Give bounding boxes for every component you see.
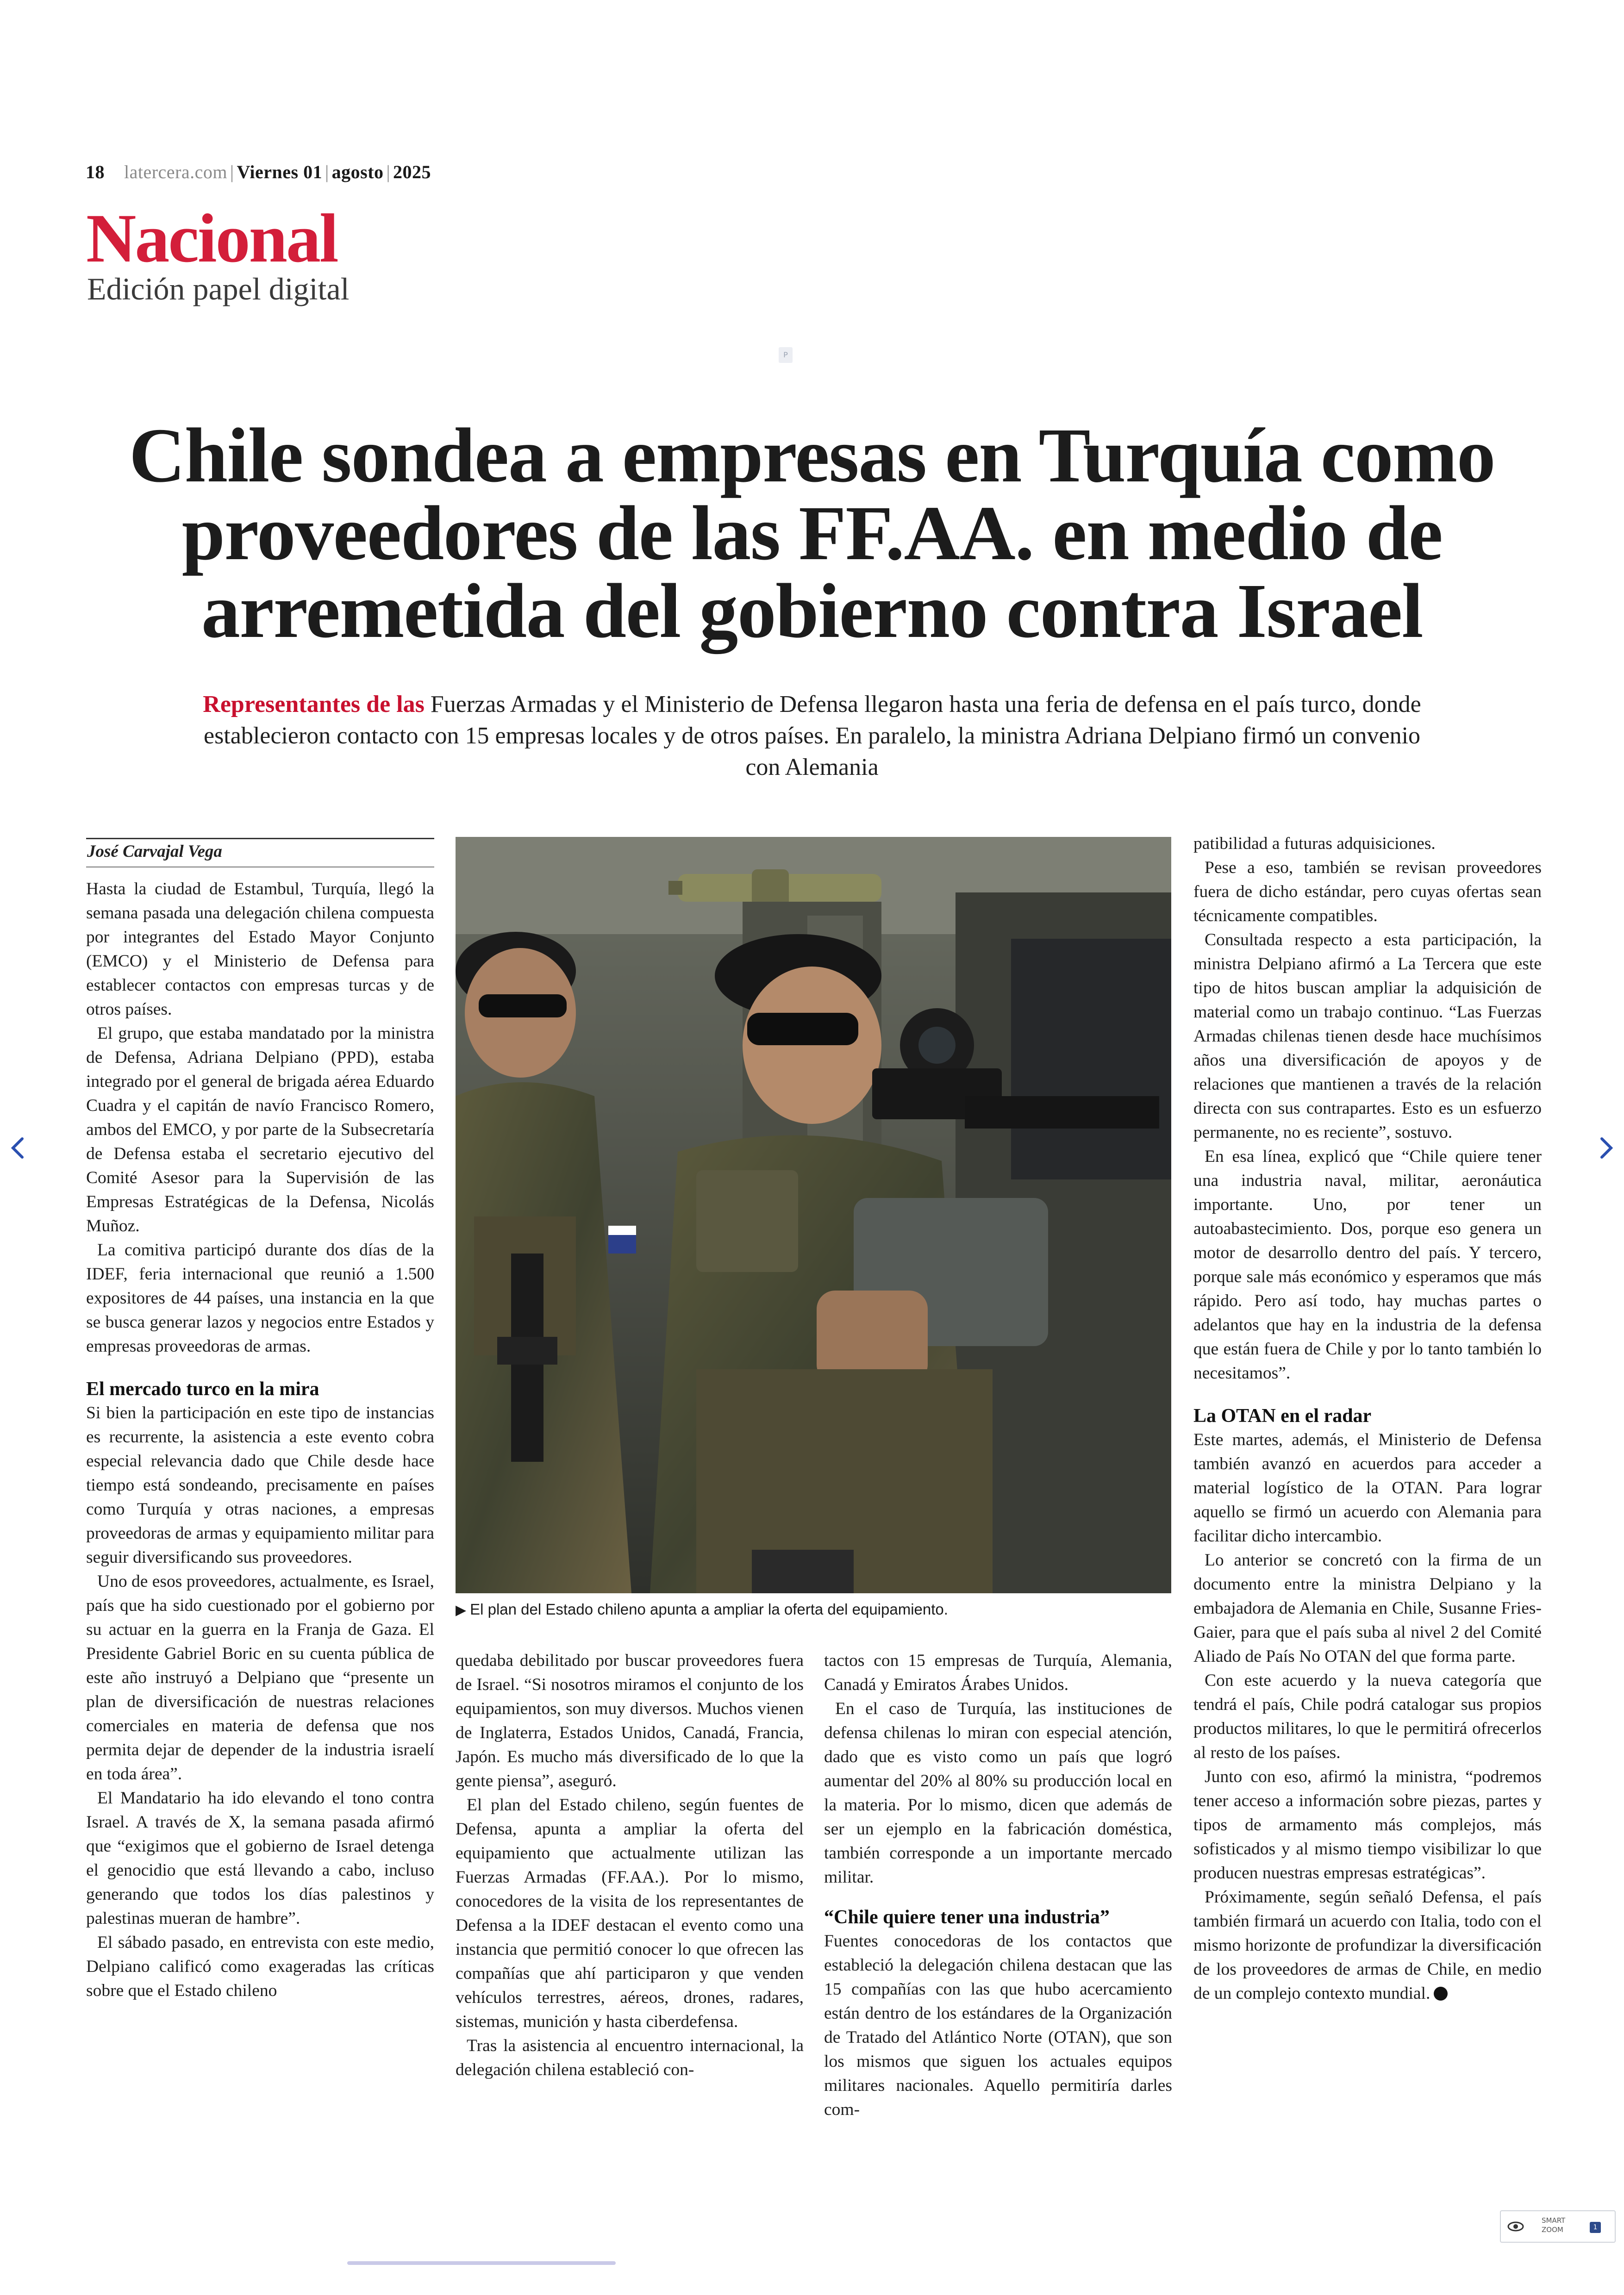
paragraph: Fuentes conocedoras de los contactos que estableció la delegación chilena destacan que las 15 compañías con las que hubo acercamiento están dentro de los estándares de la Organización de Tratado del Atlántico Norte (OTAN), que son los mismos que siguen los actuales equipos militares nacionales. Aquello permitiría darles com- [824, 1932, 1172, 2119]
zoom-badge: 1 [1590, 2222, 1601, 2233]
header-month: agosto [331, 162, 384, 182]
paragraph: Lo anterior se concretó con la firma de un documento entre la ministra Delpiano y la embajadora de Alemania en Chile, Susanne Fries-Gaier, para que el país suba al nivel 2 del Comité Aliado de País No OTAN del que forma parte. [1193, 1551, 1542, 1666]
dek [194, 689, 1430, 783]
site-name: latercera.com [124, 162, 228, 182]
article-column-2 [456, 1649, 804, 2082]
article-photo [456, 837, 1171, 1593]
paragraph: El Mandatario ha ido elevando el tono contra Israel. A través de X, la semana pasada afirmó que “exigimos que el gobierno de Israel detenga el genocidio que está llevando a cabo, incluso generando que todos los días palestinos y palestinas mueran de hambre”. [86, 1789, 434, 1928]
article-column-3 [824, 1649, 1172, 2122]
paragraph: En esa línea, explicó que “Chile quiere tener una industria naval, militar, aeronáutica importante. Uno, por tener un autoabastecimiento. Dos, porque eso genera un motor de desarrollo dentro del país. Y tercero, porque sale más económico y esperamos que más rápido. Pero así todo, hay muchas partes o adelantos que hay en la industria de la defensa que están fuera de Chile y por lo tanto también lo necesitamos”. [1193, 1147, 1542, 1383]
paragraph: La comitiva participó durante dos días de la IDEF, feria internacional que reunió a 1.500 expositores de 44 países, una instancia en la que se busca generar lazos y negocios entre Estados y empresas proveedoras de armas. [86, 1241, 434, 1356]
caption-text: El plan del Estado chileno apunta a ampliar la oferta del equipamiento. [470, 1601, 948, 1618]
end-of-article-icon [1434, 1987, 1448, 2001]
header-weekday: Viernes 01 [237, 162, 323, 182]
paragraph: El grupo, que estaba mandatado por la ministra de Defensa, Adriana Delpiano (PPD), estaba integrado por el general de brigada aérea Eduardo Cuadra y el capitán de navío Francisco Romero, ambos del EMCO, y por parte de la Subsecretaría de Defensa estaba el secretario ejecutivo del Comité Asesor para la Supervisión de las Empresas Estratégicas de la Defensa, Nicolás Muñoz. [86, 1024, 434, 1235]
photo-caption [456, 1601, 1171, 1618]
previous-page-arrow-icon[interactable] [4, 1129, 31, 1166]
soldiers-helicopter-image [456, 837, 1171, 1593]
paragraph: tactos con 15 empresas de Turquía, Alemania, Canadá y Emiratos Árabes Unidos. [824, 1651, 1172, 1694]
paragraph: Este martes, además, el Ministerio de Defensa también avanzó en acuerdos para acceder a material logístico de la OTAN. Para lograr aquello se firmó un acuerdo con Alemania para facilitar dicho intercambio. [1193, 1430, 1542, 1546]
paragraph-text: Próximamente, según señaló Defensa, el país también firmará un acuerdo con Italia, todo con el mismo horizonte de profundizar la diversificación de los proveedores de armas de Chile, en medio de un complejo contexto mundial. [1193, 1888, 1542, 2003]
paragraph [1193, 1885, 1542, 2006]
page-number: 18 [86, 162, 105, 182]
edition-label: Edición papel digital [87, 271, 350, 306]
caption-triangle-icon: ▶ [456, 1603, 467, 1618]
header-separator: | [230, 162, 234, 182]
subheading: “Chile quiere tener una industria” [824, 1907, 1110, 1928]
header-year: 2025 [393, 162, 431, 182]
byline: José Carvajal Vega [87, 842, 222, 861]
next-page-arrow-icon[interactable] [1593, 1129, 1620, 1166]
header-separator: | [386, 162, 391, 182]
paragraph: El plan del Estado chileno, según fuentes de Defensa, apunta a ampliar la oferta del equipamiento que actualmente utilizan las Fuerzas Armadas (FF.AA.). Por lo mismo, conocedores de la visita de los representantes de Defensa a la IDEF destacan el evento como una instancia que permitió conocer lo que ofrecen las compañías que ahí participaron y que venden vehículos terrestres, aéreos, drones, radares, sistemas, munición y hasta ciberdefensa. [456, 1796, 804, 2031]
subheading: La OTAN en el radar [1193, 1405, 1372, 1427]
horizontal-scrollbar[interactable] [347, 2261, 616, 2265]
zoom-label-line-2: ZOOM [1542, 2226, 1563, 2234]
article-column-1 [86, 877, 434, 2003]
paragraph: Si bien la participación en este tipo de instancias es recurrente, la asistencia a este evento cobra especial relevancia dado que Chile desde hace tiempo está sondeando, precisamente en países como Turquía y otras naciones, a empresas proveedoras de armas y equipamiento militar para seguir diversificando sus proveedores. [86, 1403, 434, 1567]
paragraph: Uno de esos proveedores, actualmente, es Israel, país que ha sido cuestionado por el gobierno por su actuar en la guerra en la Franja de Gaza. El Presidente Gabriel Boric en su cuenta pública de este año instruyó a Delpiano que “presente un plan de diversificación de nuestras relaciones comerciales en materia de defensa que nos permita dejar de depender de la industria israelí en toda área”. [86, 1572, 434, 1784]
paragraph: Hasta la ciudad de Estambul, Turquía, llegó la semana pasada una delegación chilena compuesta por integrantes del Estado Mayor Conjunto (EMCO) y el Ministerio de Defensa para establecer contactos con empresas turcas y de otros países. [86, 879, 434, 1019]
eye-icon [1507, 2220, 1524, 2233]
byline-rule [86, 838, 434, 839]
paragraph: El sábado pasado, en entrevista con este medio, Delpiano calificó como exageradas las críticas sobre que el Estado chileno [86, 1933, 434, 2000]
smart-zoom-label [1542, 2216, 1565, 2234]
zoom-label-line-1: SMART [1542, 2216, 1566, 2225]
paragraph: patibilidad a futuras adquisiciones. [1193, 834, 1436, 853]
paragraph: Tras la asistencia al encuentro internacional, la delegación chilena estableció con- [456, 2036, 804, 2079]
dek-text: Fuerzas Armadas y el Ministerio de Defensa llegaron hasta una feria de defensa en el país turco, donde establecieron contacto con 15 empresas locales y de otros países. En paralelo, la ministra Adriana Delpiano firmó un convenio con Alemania [203, 691, 1421, 780]
paragraph: Con este acuerdo y la nueva categoría que tendrá el país, Chile podrá catalogar sus propios productos militares, lo que le permitirá ofrecerlos al resto de los países. [1193, 1671, 1542, 1762]
article-column-4 [1193, 832, 1542, 2006]
paragraph: En el caso de Turquía, las instituciones de defensa chilenas lo miran con especial atención, dado que es visto como un país que logró aumentar del 20% al 80% su producción local en la materia. Por lo mismo, dicen que además de ser un ejemplo en la fabricación doméstica, también corresponde a un importante mercado militar. [824, 1699, 1172, 1887]
smart-zoom-control[interactable] [1500, 2210, 1616, 2243]
subheading: El mercado turco en la mira [86, 1378, 319, 1400]
ad-marker-icon[interactable]: P [779, 347, 793, 363]
paragraph: Pese a eso, también se revisan proveedores fuera de dicho estándar, pero cuyas ofertas sean técnicamente compatibles. [1193, 858, 1542, 925]
paragraph: Consultada respecto a esta participación, la ministra Delpiano afirmó a La Tercera que este tipo de hitos buscan ampliar la adquisición de material como un trabajo continuo. “Las Fuerzas Armadas chilenas tienen desde hace muchísimos años una diversificación de apoyos y de relaciones que mantienen a través de la relación directa con sus contrapartes. Esto es un esfuerzo permanente, no es reciente”, sostuvo. [1193, 930, 1542, 1142]
headline: Chile sondea a empresas en Turquía como proveedores de las FF.AA. en medio de arremetida del gobierno contra Israel [129, 412, 1495, 654]
section-title: Nacional [86, 200, 337, 277]
header-separator: | [325, 162, 329, 182]
page-header [86, 161, 431, 183]
dek-lead: Representantes de las [203, 691, 425, 717]
paragraph: Junto con eso, afirmó la ministra, “podremos tener acceso a información sobre piezas, partes y tipos de armamento más complejos, más sofisticados y al mismo tiempo visibilizar lo que producen nuestras empresas estratégicas”. [1193, 1767, 1542, 1883]
paragraph: quedaba debilitado por buscar proveedores fuera de Israel. “Si nosotros miramos el conjunto de los equipamientos, son muy diversos. Muchos vienen de Inglaterra, Estados Unidos, Canadá, Francia, Japón. Es mucho más diversificado de lo que la gente piensa”, aseguró. [456, 1651, 804, 1790]
